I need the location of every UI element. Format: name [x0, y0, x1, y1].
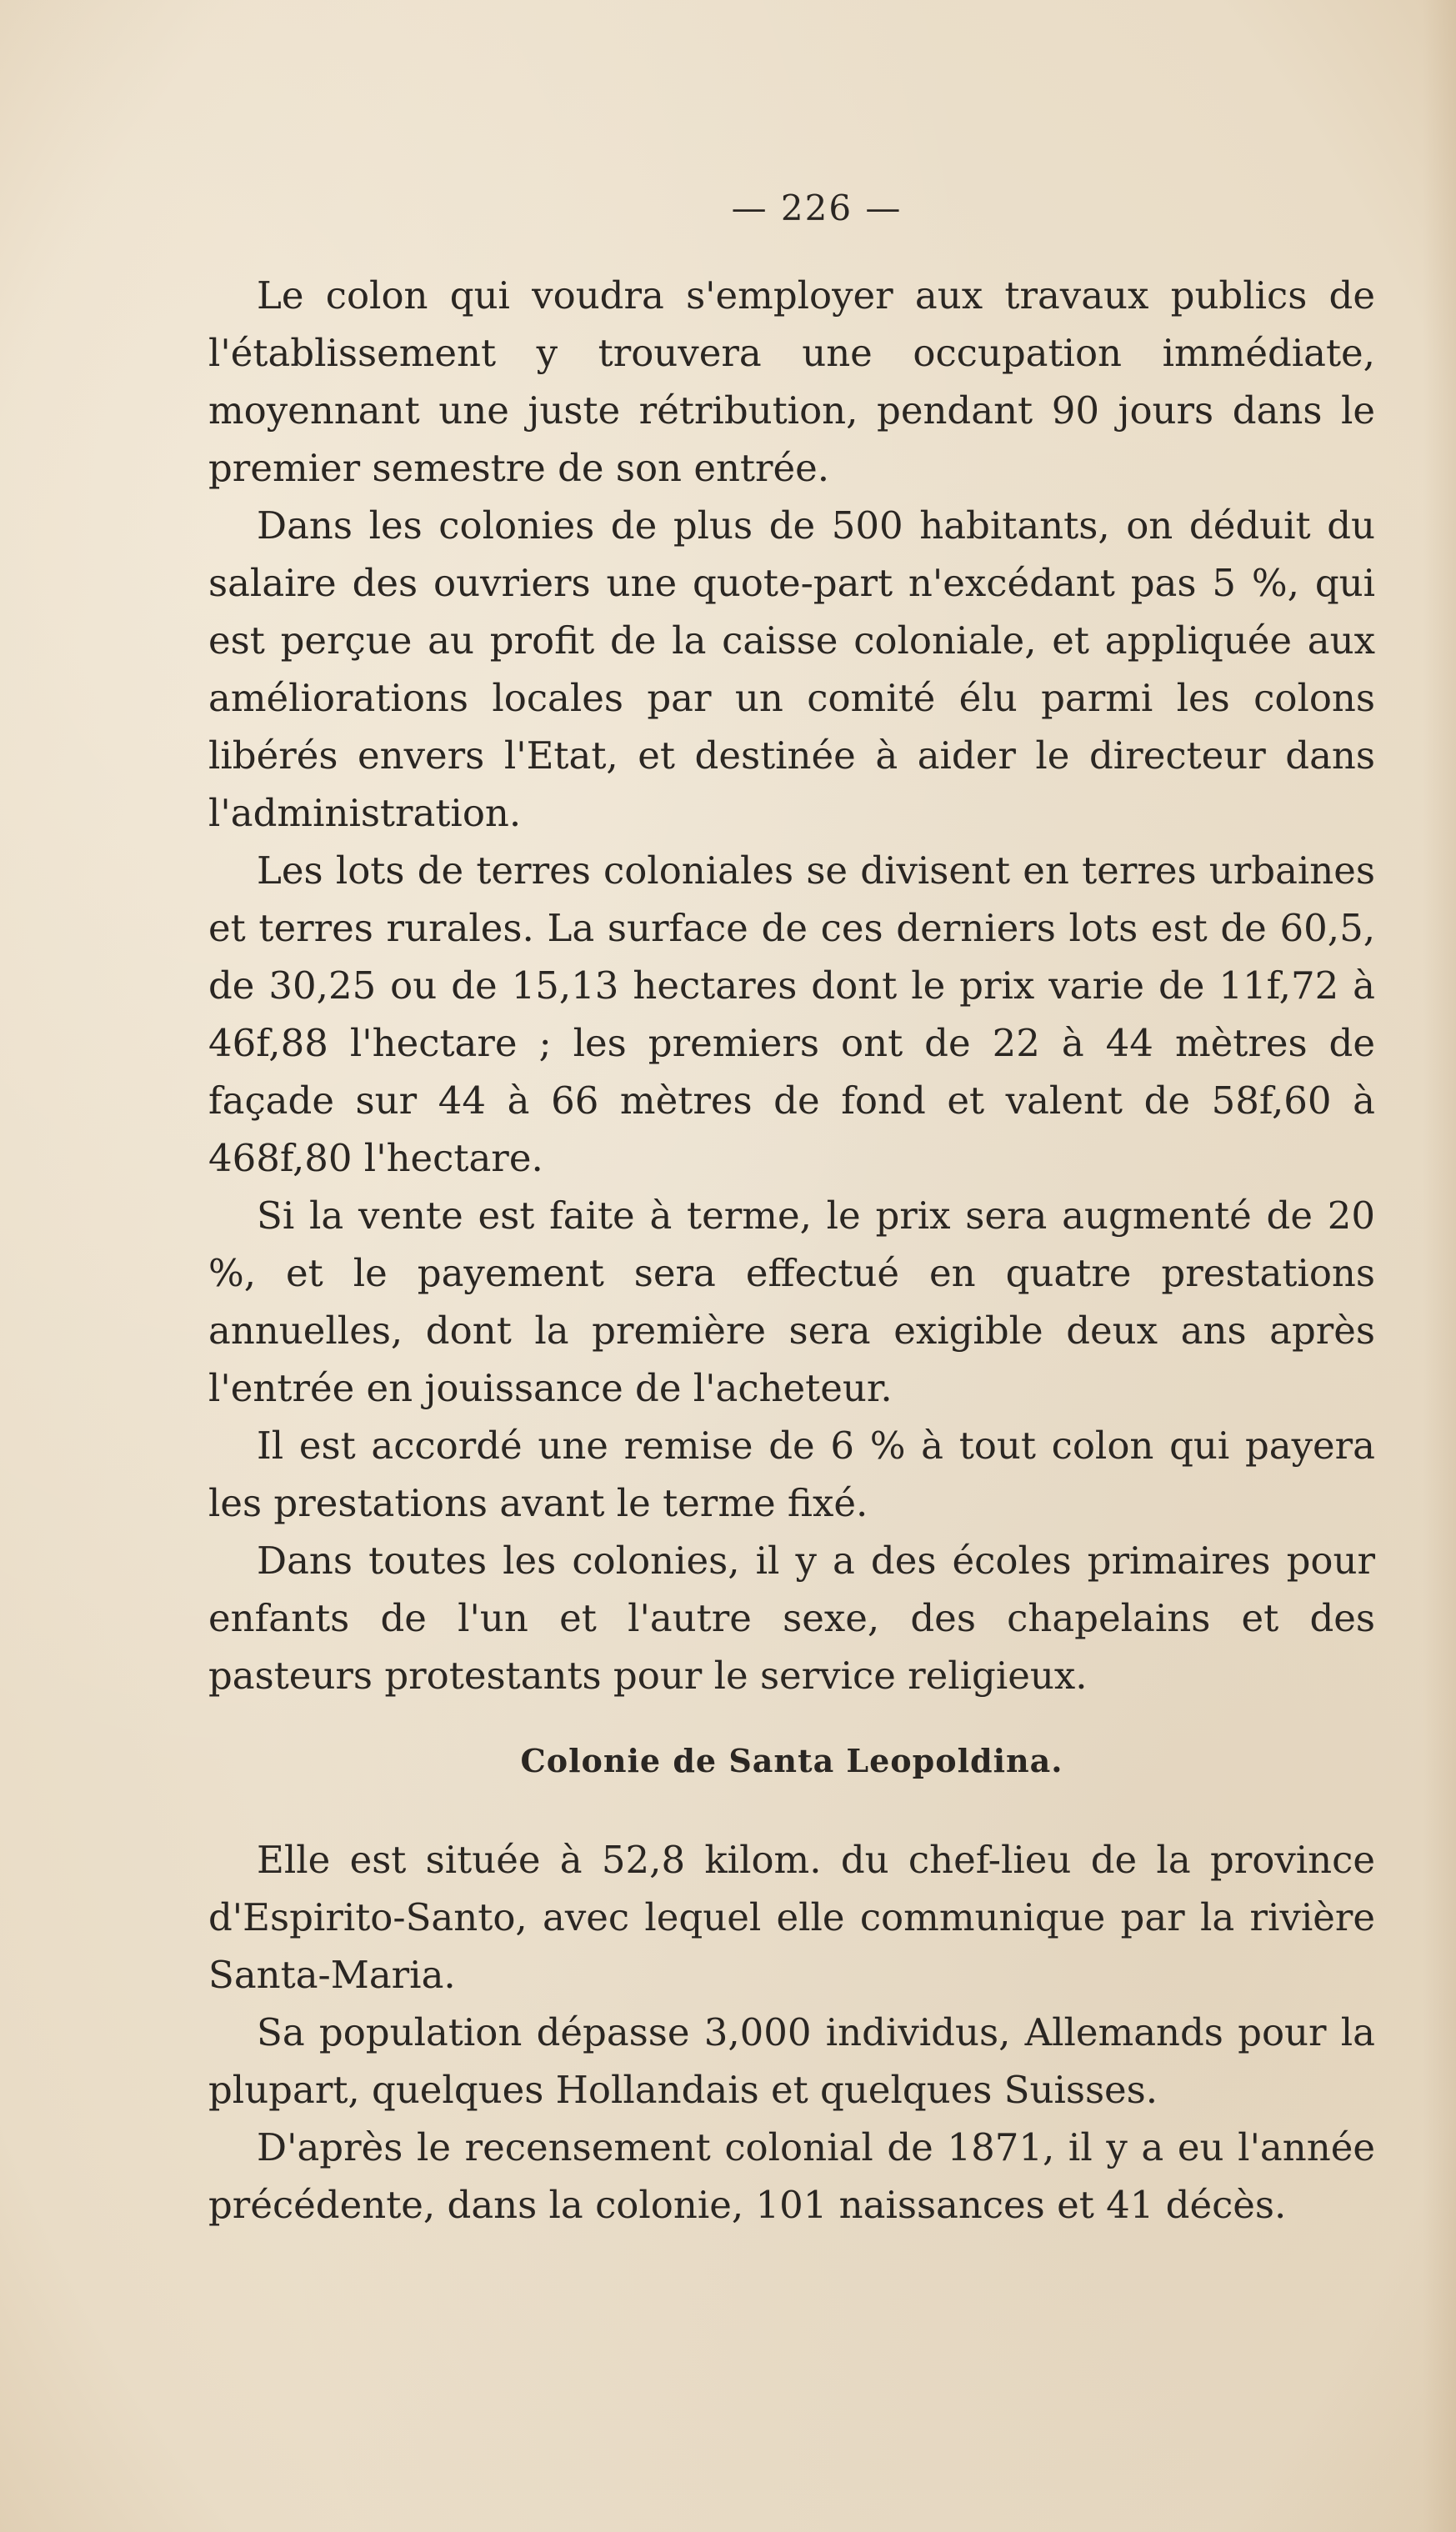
- paragraph-location: Elle est située à 52,8 kilom. du chef-lieu de la province d'Espirito-Santo, avec lequel elle communique par la rivière Santa-Maria.: [208, 1838, 1375, 1997]
- section-heading: Colonie de Santa Leopoldina.: [520, 1742, 1063, 1779]
- page-text-block: [208, 183, 1375, 2234]
- paragraph-land-lots: Les lots de terres coloniales se divisent en terres urbaines et terres rurales. La surface de ces derniers lots est de 60,5, de 30,25 ou de 15,13 hectares dont le prix varie de 11f,72 à 46f,88 l'hectare ; les premiers ont de 22 à 44 mètres de façade sur 44 à 66 mètres de fond et valent de 58f,60 à 468f,80 l'hectare.: [208, 848, 1375, 1180]
- paragraph-term-sale: Si la vente est faite à terme, le prix sera augmenté de 20 %, et le payement sera effectué en quatre prestations annuelles, dont la première sera exigible deux ans après l'entrée en jouissance de l'acheteur.: [208, 1193, 1375, 1410]
- paragraph-salary-deduction: Dans les colonies de plus de 500 habitants, on déduit du salaire des ouvriers une quote-part n'excédant pas 5 %, qui est perçue au profit de la caisse coloniale, et appliquée aux améliorations locales par un comité élu parmi les colons libérés envers l'Etat, et destinée à aider le directeur dans l'administration.: [208, 503, 1375, 835]
- paragraph-schools: Dans toutes les colonies, il y a des écoles primaires pour enfants de l'un et l'autre sexe, des chapelains et des pasteurs protestants pour le service religieux.: [208, 1539, 1375, 1698]
- paragraph-discount: Il est accordé une remise de 6 % à tout colon qui payera les prestations avant le terme fixé.: [208, 1424, 1375, 1525]
- paragraph-public-works: Le colon qui voudra s'employer aux travaux publics de l'établissement y trouvera une occupation immédiate, moyennant une juste rétribution, pendant 90 jours dans le premier semestre de son entrée.: [208, 273, 1375, 490]
- page-number: — 226 —: [731, 188, 903, 228]
- paragraph-census: D'après le recensement colonial de 1871, il y a eu l'année précédente, dans la colonie, 101 naissances et 41 décès.: [208, 2125, 1375, 2227]
- paragraph-population: Sa population dépasse 3,000 individus, Allemands pour la plupart, quelques Hollandais et quelques Suisses.: [208, 2010, 1375, 2112]
